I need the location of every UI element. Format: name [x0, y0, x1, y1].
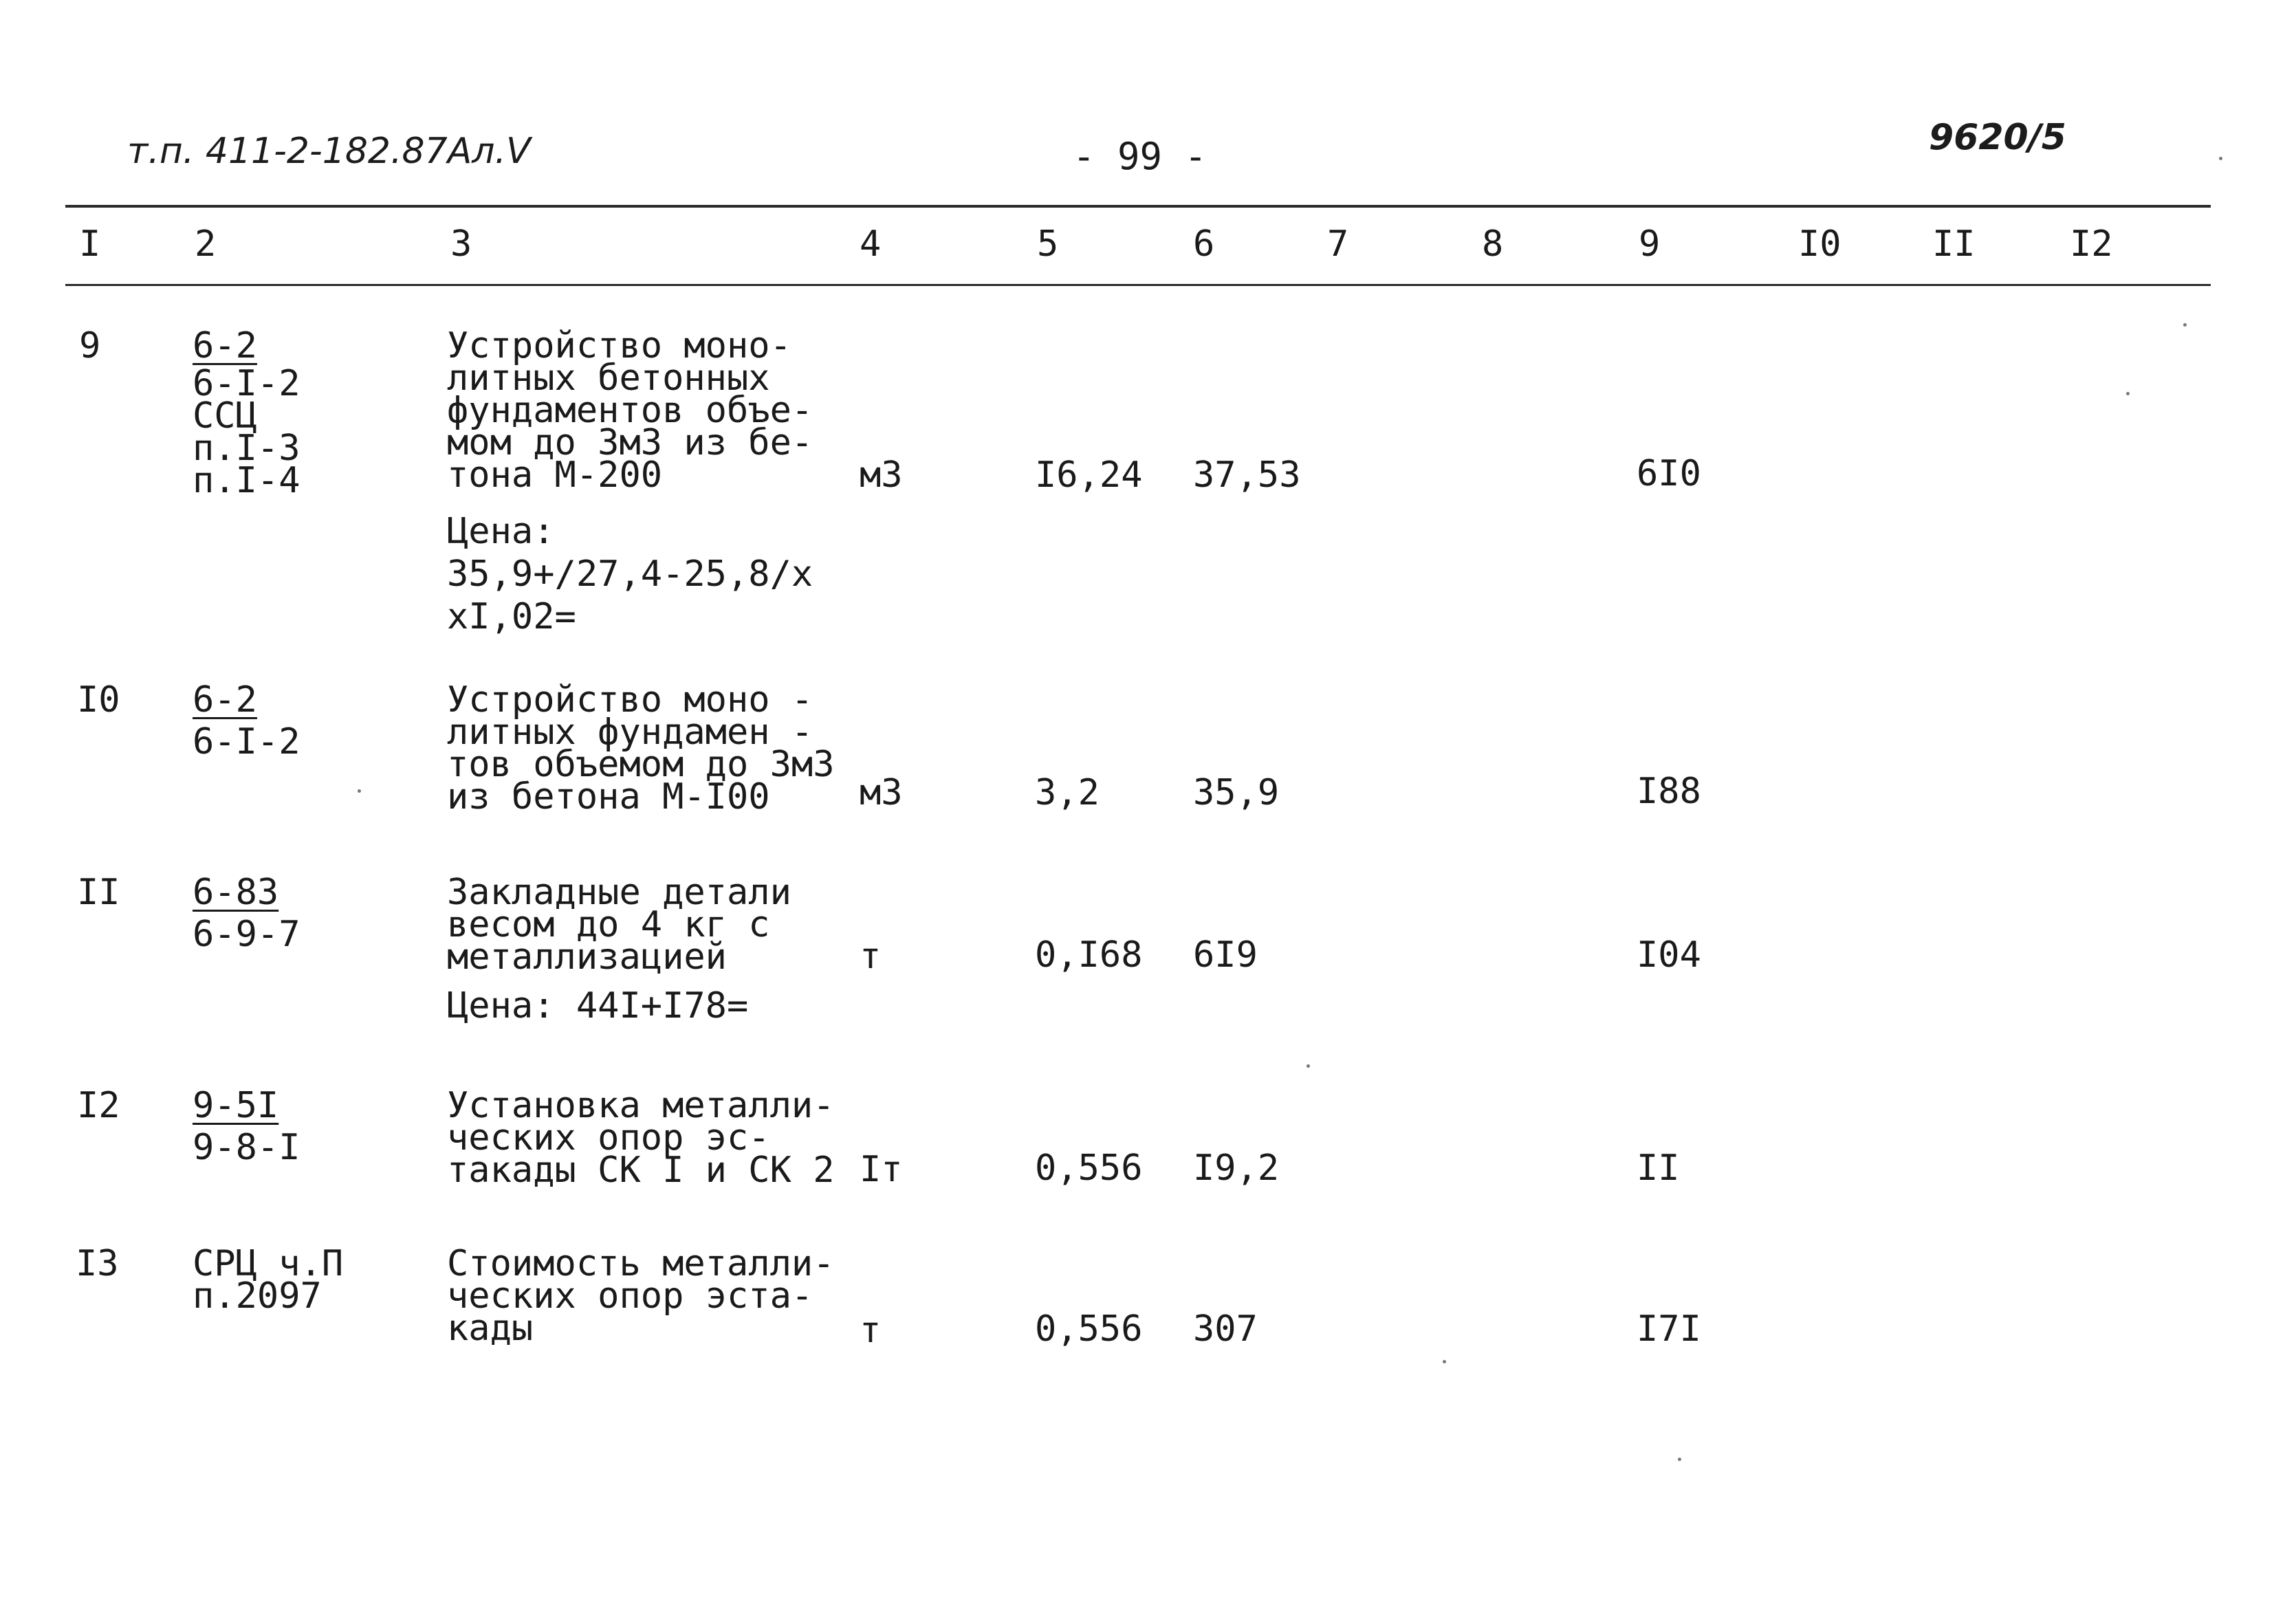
norm-code — [193, 1085, 300, 1168]
norm-code-refs: 6-9-7 — [193, 914, 300, 955]
unit-cost: 6I9 — [1193, 934, 1258, 976]
scan-speck — [2183, 323, 2187, 327]
norm-code-refs: 6-I-2 — [193, 721, 300, 762]
column-header-11: II — [1932, 223, 1976, 265]
scan-speck — [2219, 157, 2222, 160]
archive-number: 9620/5 — [1929, 117, 2066, 158]
column-header-7: 7 — [1327, 223, 1349, 265]
quantity: 3,2 — [1035, 772, 1100, 813]
norm-code-primary: 6-2 — [193, 679, 257, 721]
total-cost: II — [1637, 1148, 1680, 1189]
table-top-rule — [65, 205, 2211, 208]
column-header-9: 9 — [1639, 223, 1661, 265]
norm-code-refs: СРЦ ч.П п.2097 — [193, 1243, 344, 1317]
column-header-1: I — [79, 223, 101, 265]
column-header-8: 8 — [1482, 223, 1504, 265]
unit-cost: I9,2 — [1193, 1148, 1280, 1189]
norm-code-refs: 9-8-I — [193, 1127, 300, 1168]
unit-cost: 307 — [1193, 1308, 1258, 1350]
work-description: Устройство моно- литных бетонных фундаментов объе- мом до 3м3 из бе- тона М-200 — [447, 325, 813, 496]
unit: Iт — [860, 1149, 903, 1190]
unit-cost: 37,53 — [1193, 454, 1301, 496]
quantity: I6,24 — [1035, 454, 1143, 496]
scan-speck — [1678, 1458, 1681, 1461]
column-header-12: I2 — [2070, 223, 2113, 265]
column-header-2: 2 — [195, 223, 217, 265]
work-description: Закладные детали весом до 4 кг с металлизацией — [447, 872, 791, 978]
norm-code — [193, 679, 300, 762]
price-formula: Цена: 35,9+/27,4-25,8/х хI,02= — [447, 511, 813, 637]
row-number: 9 — [79, 325, 101, 366]
norm-code-primary: 9-5I — [193, 1085, 279, 1126]
total-cost: I88 — [1637, 771, 1701, 812]
norm-code — [193, 872, 300, 955]
scan-speck — [1307, 1064, 1310, 1068]
total-cost: I04 — [1637, 934, 1701, 976]
scan-speck — [2126, 392, 2130, 395]
unit: м3 — [860, 454, 903, 496]
quantity: 0,556 — [1035, 1308, 1143, 1350]
unit: т — [860, 936, 882, 977]
row-number: II — [77, 872, 120, 913]
scan-speck — [1443, 1360, 1446, 1363]
row-number: I0 — [77, 679, 120, 721]
work-description: Стоимость металли- ческих опор эста- кады — [447, 1243, 835, 1349]
work-description: Установка металли- ческих опор эс- такады СК I и СК 2 — [447, 1085, 835, 1191]
work-description: Устройство моно - литных фундамен - тов объемом до 3м3 из бетона М-I00 — [447, 679, 835, 818]
norm-code-refs: 6-I-2 ССЦ п.I-3 п.I-4 — [193, 363, 300, 501]
page-number: - 99 - — [1073, 135, 1207, 178]
column-header-10: I0 — [1798, 223, 1841, 265]
column-header-4: 4 — [860, 223, 882, 265]
unit-cost: 35,9 — [1193, 772, 1280, 813]
row-number: I2 — [77, 1085, 120, 1126]
scan-speck — [358, 789, 361, 793]
total-cost: I7I — [1637, 1308, 1701, 1350]
document-reference: т.п. 411-2-182.87Ал.V — [127, 131, 531, 172]
column-header-5: 5 — [1037, 223, 1059, 265]
norm-code-primary: 6-83 — [193, 872, 279, 913]
row-number: I3 — [76, 1243, 119, 1284]
unit: т — [860, 1310, 882, 1351]
total-cost: 6I0 — [1637, 453, 1701, 494]
price-formula: Цена: 44I+I78= — [447, 985, 749, 1027]
norm-code — [193, 325, 300, 501]
column-header-6: 6 — [1193, 223, 1215, 265]
column-header-3: 3 — [450, 223, 472, 265]
quantity: 0,556 — [1035, 1148, 1143, 1189]
unit: м3 — [860, 772, 903, 813]
norm-code-primary: 6-2 — [193, 325, 257, 366]
quantity: 0,I68 — [1035, 934, 1143, 976]
table-header-rule — [65, 284, 2211, 286]
